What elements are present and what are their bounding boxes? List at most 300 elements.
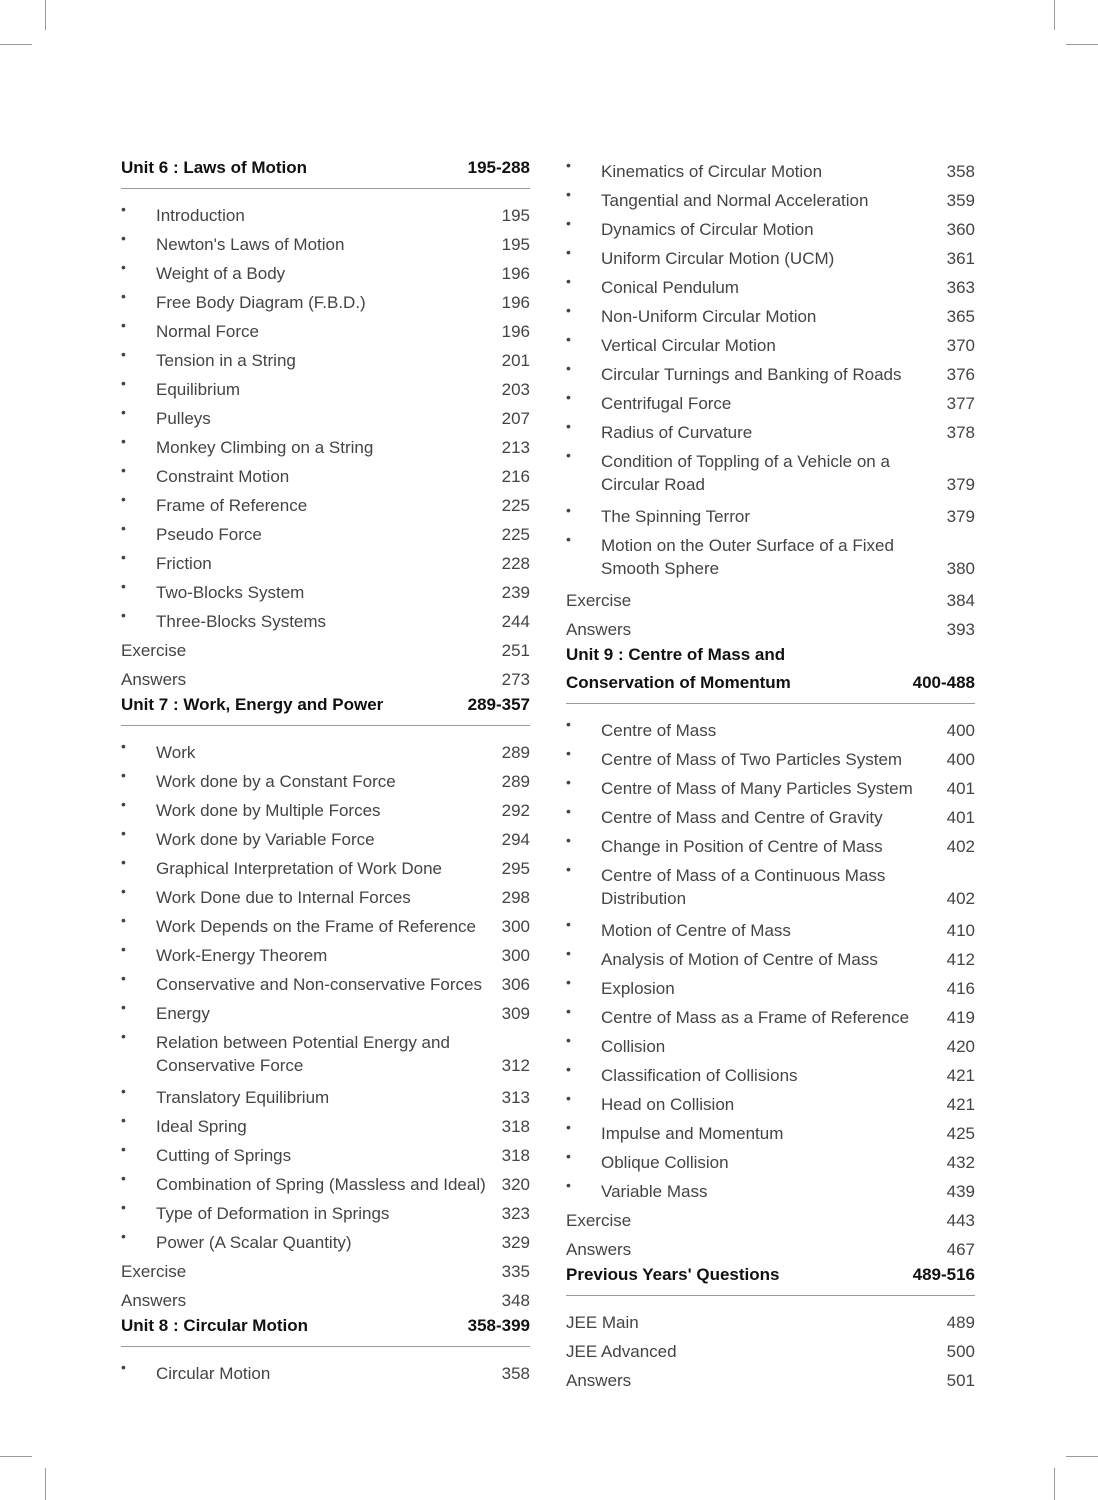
toc-entry-page: 196 (501, 293, 530, 312)
toc-entry-page: 335 (501, 1262, 530, 1281)
toc-entry-title: Free Body Diagram (F.B.D.) (156, 293, 366, 312)
toc-entry-page: 378 (946, 423, 975, 442)
toc-entry[interactable] (121, 517, 530, 546)
bullet-icon: • (121, 767, 126, 783)
toc-entry[interactable] (121, 372, 530, 401)
toc-entry-title: Work Done due to Internal Forces (156, 888, 411, 907)
toc-right-column (566, 154, 975, 1392)
toc-entry-page: 313 (501, 1088, 530, 1107)
bullet-icon: • (566, 861, 571, 877)
bullet-icon: • (566, 1061, 571, 1077)
toc-entry-title: Collision (601, 1037, 666, 1056)
toc-entry-page: 244 (501, 612, 530, 631)
toc-entry-title: Radius of Curvature (601, 423, 753, 442)
toc-entry[interactable] (566, 858, 975, 913)
toc-entry[interactable] (121, 343, 530, 372)
toc-entry[interactable] (566, 183, 975, 212)
toc-entry[interactable] (121, 1138, 530, 1167)
toc-entry[interactable] (121, 662, 530, 691)
toc-entry-page: 416 (946, 979, 975, 998)
toc-entry-page: 359 (946, 191, 975, 210)
bullet-icon: • (566, 1148, 571, 1164)
toc-entry[interactable] (566, 1145, 975, 1174)
unit-page-range: 289-357 (467, 695, 530, 714)
toc-entry[interactable] (121, 1196, 530, 1225)
toc-entry-title: Work (156, 743, 196, 762)
crop-mark (1066, 44, 1098, 45)
bullet-icon: • (566, 745, 571, 761)
toc-entry[interactable] (566, 357, 975, 386)
toc-entry[interactable] (121, 938, 530, 967)
toc-entry[interactable] (121, 996, 530, 1025)
toc-entry-title: Introduction (156, 206, 245, 225)
unit-heading (566, 1261, 975, 1296)
toc-entry-page: 348 (501, 1291, 530, 1310)
toc-entry-page: 361 (946, 249, 975, 268)
toc-entry-title: Friction (156, 554, 212, 573)
toc-entry-page: 289 (501, 772, 530, 791)
toc-entry[interactable] (566, 829, 975, 858)
toc-entry-title: Equilibrium (156, 380, 241, 399)
toc-entry[interactable] (121, 1356, 530, 1385)
toc-entry-title: Weight of a Body (156, 264, 286, 283)
toc-entry-page: 380 (946, 559, 975, 578)
toc-entry[interactable] (121, 822, 530, 851)
bullet-icon: • (121, 578, 126, 594)
bullet-icon: • (566, 531, 571, 547)
toc-entry[interactable] (121, 633, 530, 662)
toc-entry[interactable] (121, 198, 530, 227)
bullet-icon: • (566, 215, 571, 231)
bullet-icon: • (566, 1003, 571, 1019)
toc-entry[interactable] (566, 1305, 975, 1334)
toc-entry[interactable] (121, 1225, 530, 1254)
bullet-icon: • (566, 360, 571, 376)
toc-entry-page: 251 (501, 641, 530, 660)
toc-entry-title: Tangential and Normal Acceleration (601, 191, 869, 210)
bullet-icon: • (566, 157, 571, 173)
toc-entry-title: Newton's Laws of Motion (156, 235, 345, 254)
bullet-icon: • (566, 716, 571, 732)
bullet-icon: • (121, 375, 126, 391)
toc-entry-page: 196 (501, 322, 530, 341)
toc-entry[interactable] (566, 212, 975, 241)
toc-entry-page: 358 (501, 1364, 530, 1383)
bullet-icon: • (566, 1032, 571, 1048)
toc-entry[interactable] (566, 942, 975, 971)
bullet-icon: • (566, 418, 571, 434)
toc-entry[interactable] (566, 1334, 975, 1363)
toc-entry-page: 489 (946, 1313, 975, 1332)
toc-entry[interactable] (566, 913, 975, 942)
toc-entry-page: 196 (501, 264, 530, 283)
toc-entry[interactable] (566, 299, 975, 328)
toc-entry-title: Centre of Mass and Centre of Gravity (601, 808, 883, 827)
bullet-icon: • (566, 803, 571, 819)
toc-entry-title: Change in Position of Centre of Mass (601, 837, 883, 856)
unit-title-line: Unit 7 : Work, Energy and Power (121, 695, 384, 714)
toc-entry-title: Centre of Mass of Many Particles System (601, 779, 913, 798)
bullet-icon: • (121, 1083, 126, 1099)
toc-entry-title: Exercise (566, 1211, 632, 1230)
toc-entry-page: 216 (501, 467, 530, 486)
toc-left-column (121, 154, 530, 1385)
toc-entry-page: 289 (501, 743, 530, 762)
toc-entry-title: Type of Deformation in Springs (156, 1204, 390, 1223)
toc-entry[interactable] (121, 227, 530, 256)
unit-title (121, 691, 383, 719)
toc-entry-title: The Spinning Terror (601, 507, 750, 526)
toc-entry-page: 329 (501, 1233, 530, 1252)
toc-entry-page: 365 (946, 307, 975, 326)
toc-entry-page: 443 (946, 1211, 975, 1230)
toc-entry[interactable] (566, 270, 975, 299)
toc-entry-page: 420 (946, 1037, 975, 1056)
bullet-icon: • (566, 916, 571, 932)
toc-entry-title: Three-Blocks Systems (156, 612, 327, 631)
toc-entry-title: JEE Main (566, 1313, 639, 1332)
toc-entry[interactable] (566, 771, 975, 800)
toc-entry-title: Centre of Mass of Two Particles System (601, 750, 903, 769)
toc-entry[interactable] (121, 430, 530, 459)
toc-entry-page: 358 (946, 162, 975, 181)
toc-entry-page: 318 (501, 1146, 530, 1165)
bullet-icon: • (566, 502, 571, 518)
bullet-icon: • (566, 1090, 571, 1106)
toc-entry-title: Motion on the Outer Surface of a Fixed Smooth Sphere (601, 536, 894, 578)
toc-entry[interactable] (121, 1167, 530, 1196)
toc-entry-page: 207 (501, 409, 530, 428)
unit-title-line: Unit 8 : Circular Motion (121, 1316, 308, 1335)
bullet-icon: • (121, 491, 126, 507)
toc-entry-title: Pseudo Force (156, 525, 262, 544)
toc-entry-page: 312 (501, 1056, 530, 1075)
toc-entry-page: 195 (501, 206, 530, 225)
crop-mark (0, 44, 32, 45)
toc-entry-title: Condition of Toppling of a Vehicle on a Circular Road (601, 452, 890, 494)
toc-entry[interactable] (566, 1203, 975, 1232)
bullet-icon: • (121, 1228, 126, 1244)
toc-entry[interactable] (566, 1000, 975, 1029)
toc-entry-title: Work-Energy Theorem (156, 946, 328, 965)
toc-entry[interactable] (121, 285, 530, 314)
toc-entry[interactable] (121, 764, 530, 793)
toc-entry-title: Answers (566, 1371, 632, 1390)
toc-entry-page: 195 (501, 235, 530, 254)
toc-entry-page: 363 (946, 278, 975, 297)
toc-entry-title: Work done by a Constant Force (156, 772, 396, 791)
toc-entry[interactable] (566, 1116, 975, 1145)
unit-page-range: 195-288 (467, 158, 530, 177)
toc-entry-page: 306 (501, 975, 530, 994)
toc-entry-page: 225 (501, 496, 530, 515)
bullet-icon: • (121, 883, 126, 899)
toc-entry-page: 203 (501, 380, 530, 399)
bullet-icon: • (121, 520, 126, 536)
toc-entry-page: 377 (946, 394, 975, 413)
toc-entry-title: Circular Turnings and Banking of Roads (601, 365, 902, 384)
toc-entry[interactable] (121, 314, 530, 343)
toc-entry-title: Work done by Multiple Forces (156, 801, 381, 820)
toc-entry-page: 500 (946, 1342, 975, 1361)
crop-mark (45, 1468, 46, 1500)
toc-entry-title: Impulse and Momentum (601, 1124, 784, 1143)
toc-entry-title: Head on Collision (601, 1095, 735, 1114)
toc-entry-page: 419 (946, 1008, 975, 1027)
bullet-icon: • (121, 462, 126, 478)
toc-entry-title: Classification of Collisions (601, 1066, 798, 1085)
toc-entry[interactable] (566, 499, 975, 528)
toc-entry[interactable] (566, 1174, 975, 1203)
bullet-icon: • (121, 1359, 126, 1375)
bullet-icon: • (566, 244, 571, 260)
toc-entry-page: 402 (946, 889, 975, 908)
toc-entry[interactable] (121, 459, 530, 488)
toc-entry-title: Relation between Potential Energy and Conservative Force (156, 1033, 450, 1075)
toc-entry-title: Constraint Motion (156, 467, 290, 486)
toc-entry[interactable] (121, 793, 530, 822)
toc-entry-page: 401 (946, 808, 975, 827)
toc-entry-page: 295 (501, 859, 530, 878)
toc-entry-title: Energy (156, 1004, 210, 1023)
bullet-icon: • (121, 346, 126, 362)
bullet-icon: • (121, 854, 126, 870)
bullet-icon: • (121, 1141, 126, 1157)
toc-entry[interactable] (566, 415, 975, 444)
toc-entry-title: Exercise (566, 591, 632, 610)
bullet-icon: • (121, 941, 126, 957)
bullet-icon: • (121, 999, 126, 1015)
toc-entry[interactable] (121, 488, 530, 517)
bullet-icon: • (566, 302, 571, 318)
toc-entry[interactable] (121, 967, 530, 996)
bullet-icon: • (566, 774, 571, 790)
bullet-icon: • (121, 201, 126, 217)
toc-entry[interactable] (121, 909, 530, 938)
crop-mark (1054, 1468, 1055, 1500)
toc-entry-page: 432 (946, 1153, 975, 1172)
unit-title (121, 1312, 308, 1340)
bullet-icon: • (121, 230, 126, 246)
toc-entry-page: 402 (946, 837, 975, 856)
toc-entry[interactable] (121, 1254, 530, 1283)
toc-entry-page: 400 (946, 750, 975, 769)
toc-entry-page: 228 (501, 554, 530, 573)
unit-title (566, 641, 791, 697)
toc-entry-page: 379 (946, 475, 975, 494)
toc-entry[interactable] (566, 154, 975, 183)
toc-entry[interactable] (121, 735, 530, 764)
toc-entry-title: Work done by Variable Force (156, 830, 375, 849)
toc-entry[interactable] (121, 880, 530, 909)
unit-title-line: Unit 6 : Laws of Motion (121, 158, 308, 177)
bullet-icon: • (121, 738, 126, 754)
toc-entry[interactable] (566, 444, 975, 499)
toc-entry[interactable] (121, 604, 530, 633)
toc-entry-title: JEE Advanced (566, 1342, 677, 1361)
unit-page-range: 358-399 (467, 1316, 530, 1335)
bullet-icon: • (121, 404, 126, 420)
bullet-icon: • (121, 1170, 126, 1186)
toc-entry[interactable] (566, 800, 975, 829)
bullet-icon: • (121, 288, 126, 304)
unit-heading (121, 691, 530, 726)
toc-entry-page: 421 (946, 1066, 975, 1085)
toc-entry-title: Centre of Mass of a Continuous Mass Distribution (601, 866, 886, 908)
bullet-icon: • (121, 433, 126, 449)
toc-entry-title: Explosion (601, 979, 675, 998)
toc-entry[interactable] (121, 575, 530, 604)
toc-entry-title: Motion of Centre of Mass (601, 921, 791, 940)
toc-entry-page: 400 (946, 721, 975, 740)
unit-title (121, 154, 307, 182)
crop-mark (45, 0, 46, 30)
toc-entry-title: Two-Blocks System (156, 583, 305, 602)
toc-entry-title: Translatory Equilibrium (156, 1088, 330, 1107)
bullet-icon: • (121, 317, 126, 333)
toc-entry[interactable] (121, 851, 530, 880)
toc-entry[interactable] (121, 256, 530, 285)
toc-entry-page: 439 (946, 1182, 975, 1201)
toc-entry-title: Non-Uniform Circular Motion (601, 307, 817, 326)
bullet-icon: • (566, 447, 571, 463)
toc-entry-page: 201 (501, 351, 530, 370)
bullet-icon: • (566, 1119, 571, 1135)
toc-entry[interactable] (566, 1058, 975, 1087)
toc-entry-title: Exercise (121, 641, 187, 660)
toc-entry-page: 370 (946, 336, 975, 355)
toc-entry[interactable] (566, 528, 975, 583)
bullet-icon: • (566, 331, 571, 347)
toc-entry[interactable] (121, 1025, 530, 1080)
toc-entry-title: Conical Pendulum (601, 278, 739, 297)
toc-entry-title: Answers (566, 620, 632, 639)
toc-entry-title: Dynamics of Circular Motion (601, 220, 814, 239)
toc-entry-title: Pulleys (156, 409, 211, 428)
toc-entry-page: 239 (501, 583, 530, 602)
toc-entry-page: 300 (501, 946, 530, 965)
toc-entry[interactable] (566, 742, 975, 771)
toc-entry-title: Centre of Mass as a Frame of Reference (601, 1008, 910, 1027)
toc-entry-title: Answers (121, 670, 187, 689)
toc-entry-page: 384 (946, 591, 975, 610)
crop-mark (1054, 0, 1055, 30)
bullet-icon: • (566, 1177, 571, 1193)
toc-entry-page: 323 (501, 1204, 530, 1223)
toc-entry[interactable] (566, 328, 975, 357)
toc-entry-page: 298 (501, 888, 530, 907)
toc-entry-title: Centre of Mass (601, 721, 717, 740)
toc-entry[interactable] (566, 713, 975, 742)
crop-mark (1066, 1456, 1098, 1457)
toc-entry[interactable] (566, 1029, 975, 1058)
toc-entry-page: 421 (946, 1095, 975, 1114)
toc-entry-title: Kinematics of Circular Motion (601, 162, 823, 181)
toc-entry-title: Ideal Spring (156, 1117, 247, 1136)
toc-entry[interactable] (566, 241, 975, 270)
bullet-icon: • (566, 273, 571, 289)
unit-heading (121, 154, 530, 189)
toc-entry-title: Combination of Spring (Massless and Ideal) (156, 1175, 486, 1194)
unit-heading (121, 1312, 530, 1347)
toc-entry[interactable] (121, 546, 530, 575)
bullet-icon: • (121, 970, 126, 986)
toc-entry[interactable] (121, 1283, 530, 1312)
toc-entry[interactable] (566, 1363, 975, 1392)
toc-entry-page: 412 (946, 950, 975, 969)
unit-heading (566, 641, 975, 704)
toc-entry[interactable] (566, 1087, 975, 1116)
toc-entry-page: 467 (946, 1240, 975, 1259)
toc-entry-page: 292 (501, 801, 530, 820)
unit-title-line: Unit 9 : Centre of Mass and (566, 645, 786, 664)
toc-entry-title: Graphical Interpretation of Work Done (156, 859, 442, 878)
toc-entry-title: Tension in a String (156, 351, 296, 370)
toc-entry-page: 309 (501, 1004, 530, 1023)
bullet-icon: • (121, 1028, 126, 1044)
toc-entry-title: Work Depends on the Frame of Reference (156, 917, 477, 936)
bullet-icon: • (121, 607, 126, 623)
toc-entry-page: 376 (946, 365, 975, 384)
toc-entry[interactable] (121, 1109, 530, 1138)
toc-entry-page: 225 (501, 525, 530, 544)
toc-entry[interactable] (121, 401, 530, 430)
toc-entry-title: Monkey Climbing on a String (156, 438, 374, 457)
toc-entry-title: Answers (566, 1240, 632, 1259)
toc-entry-title: Cutting of Springs (156, 1146, 292, 1165)
toc-entry-title: Oblique Collision (601, 1153, 729, 1172)
toc-entry-page: 425 (946, 1124, 975, 1143)
bullet-icon: • (121, 549, 126, 565)
toc-entry[interactable] (566, 1232, 975, 1261)
bullet-icon: • (121, 1112, 126, 1128)
toc-entry-page: 410 (946, 921, 975, 940)
toc-entry-title: Conservative and Non-conservative Forces (156, 975, 482, 994)
toc-entry-title: Centrifugal Force (601, 394, 732, 413)
toc-entry[interactable] (566, 612, 975, 641)
toc-entry-title: Power (A Scalar Quantity) (156, 1233, 352, 1252)
bullet-icon: • (566, 186, 571, 202)
crop-mark (0, 1456, 32, 1457)
toc-entry[interactable] (566, 386, 975, 415)
toc-entry-page: 213 (501, 438, 530, 457)
toc-entry-page: 501 (946, 1371, 975, 1390)
bullet-icon: • (566, 389, 571, 405)
toc-entry[interactable] (566, 583, 975, 612)
toc-entry-page: 294 (501, 830, 530, 849)
toc-entry-title: Normal Force (156, 322, 259, 341)
bullet-icon: • (566, 832, 571, 848)
toc-entry[interactable] (121, 1080, 530, 1109)
toc-entry-title: Analysis of Motion of Centre of Mass (601, 950, 878, 969)
unit-title (566, 1261, 780, 1289)
toc-entry-title: Vertical Circular Motion (601, 336, 776, 355)
toc-entry-title: Answers (121, 1291, 187, 1310)
toc-entry-page: 318 (501, 1117, 530, 1136)
toc-entry-title: Variable Mass (601, 1182, 708, 1201)
bullet-icon: • (121, 825, 126, 841)
unit-title-line: Conservation of Momentum (566, 673, 791, 692)
bullet-icon: • (121, 1199, 126, 1215)
bullet-icon: • (121, 259, 126, 275)
toc-entry-page: 300 (501, 917, 530, 936)
bullet-icon: • (121, 796, 126, 812)
toc-entry[interactable] (566, 971, 975, 1000)
toc-entry-page: 273 (501, 670, 530, 689)
toc-entry-page: 401 (946, 779, 975, 798)
toc-entry-page: 393 (946, 620, 975, 639)
toc-entry-page: 360 (946, 220, 975, 239)
